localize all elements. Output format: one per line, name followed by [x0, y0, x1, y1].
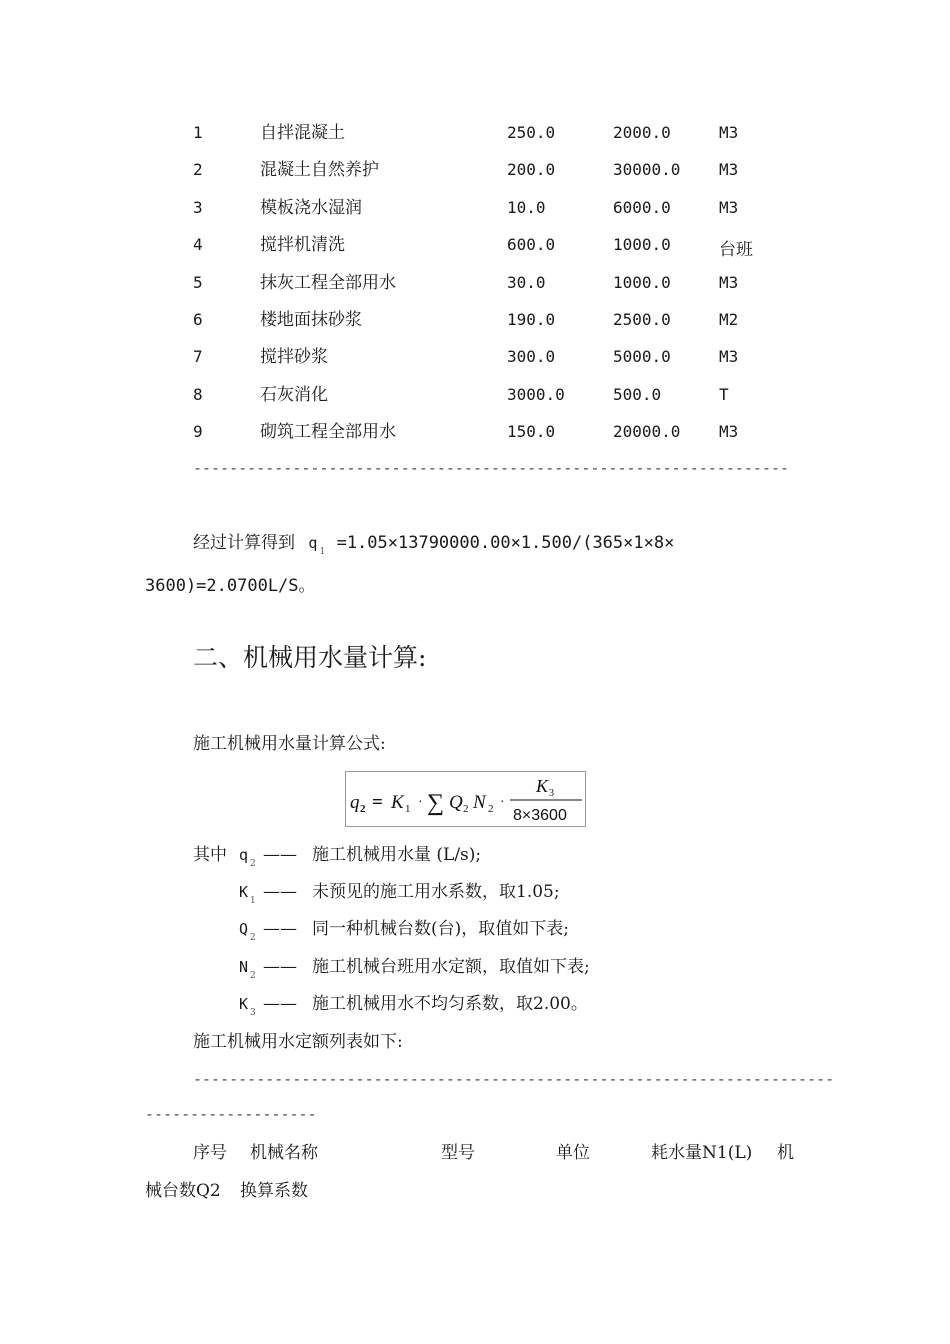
- svg-text:3: 3: [549, 788, 554, 799]
- table1-cell-unit: M3: [719, 422, 739, 442]
- header-factor: 换算系数: [240, 1181, 308, 1201]
- table1-cell-v2: 1000.0: [613, 272, 671, 292]
- result-var: q $_1$: [308, 534, 326, 557]
- table1-cell-no: 3: [193, 197, 203, 217]
- svg-text:1: 1: [405, 803, 411, 815]
- table1-cell-unit: M3: [719, 272, 739, 292]
- definition-dash: ——: [263, 956, 297, 977]
- table1-cell-v2: 5000.0: [613, 347, 671, 367]
- header-no: 序号: [193, 1143, 227, 1163]
- result-line-2: 3600)=2.0700L/S。: [145, 576, 316, 596]
- definition-dash: ——: [263, 993, 297, 1014]
- definition-dash: ——: [263, 845, 297, 865]
- table1-cell-v1: 10.0: [507, 197, 546, 217]
- machine-table-intro: 施工机械用水定额列表如下:: [193, 1032, 403, 1052]
- table1-cell-no: 7: [193, 347, 203, 367]
- table1-cell-name: 模板浇水湿润: [260, 197, 362, 218]
- formula-intro: 施工机械用水量计算公式:: [193, 734, 386, 754]
- svg-text:·: ·: [500, 795, 505, 810]
- table1-cell-unit: M3: [719, 160, 739, 180]
- table1-cell-no: 9: [193, 422, 203, 442]
- table1-cell-v2: 6000.0: [613, 197, 671, 217]
- table1-cell-v2: 2000.0: [613, 123, 671, 142]
- definition-symbol: Q $_2$: [239, 920, 256, 944]
- formula-image: [345, 771, 586, 827]
- table1-cell-v2: 20000.0: [613, 422, 681, 442]
- table1-cell-v2: 1000.0: [613, 235, 671, 255]
- definition-text: 施工机械用水不均匀系数，取2.00。: [312, 993, 588, 1014]
- svg-text:·: ·: [418, 795, 423, 810]
- table1-cell-unit: M3: [719, 197, 739, 217]
- table1-cell-v2: 500.0: [613, 384, 662, 404]
- svg-text:K: K: [391, 792, 404, 813]
- table1-separator: ------------------------------------------------------------------: [193, 459, 790, 477]
- svg-text:N: N: [473, 792, 486, 813]
- svg-text:K: K: [536, 776, 549, 796]
- table1-cell-unit: M2: [719, 310, 739, 329]
- definition-symbol: N $_2$: [239, 957, 256, 981]
- formula-graphic: [346, 772, 585, 826]
- svg-text:2: 2: [488, 803, 494, 815]
- svg-text:Q: Q: [449, 792, 463, 813]
- definition-dash: ——: [263, 882, 297, 903]
- table1-cell-unit: M3: [719, 123, 739, 142]
- table1-cell-unit: T: [719, 384, 729, 404]
- table1-cell-name: 楼地面抹砂浆: [260, 310, 362, 330]
- table1-cell-no: 2: [193, 160, 203, 180]
- svg-text:2: 2: [463, 803, 469, 815]
- table1-cell-no: 6: [193, 310, 203, 329]
- header-count-end: 械台数Q2: [145, 1181, 221, 1201]
- table1-cell-v1: 300.0: [507, 347, 556, 367]
- machine-table-separator-1: -----------------------------------------------------------------------: [193, 1070, 835, 1088]
- result-line-1: [193, 533, 674, 556]
- definition-symbol: K $_3$: [239, 994, 256, 1018]
- table1-cell-v1: 190.0: [507, 310, 556, 329]
- result-expression: =1.05×13790000.00×1.500/(365×1×8×: [336, 533, 675, 553]
- table1-cell-v2: 2500.0: [613, 310, 671, 329]
- definition-text: 施工机械台班用水定额，取值如下表;: [312, 956, 590, 977]
- table1-cell-v1: 3000.0: [507, 384, 565, 404]
- table1-cell-name: 搅拌机清洗: [260, 235, 345, 256]
- table1-cell-unit: M3: [719, 347, 739, 367]
- definition-text: 施工机械用水量 (L/s);: [312, 845, 482, 865]
- table1-cell-name: 石灰消化: [260, 384, 328, 405]
- table1-cell-name: 自拌混凝土: [260, 123, 345, 143]
- table1-cell-no: 4: [193, 235, 203, 255]
- table1-cell-no: 1: [193, 123, 203, 142]
- result-prefix: 经过计算得到: [193, 533, 295, 553]
- definition-text: 未预见的施工用水系数，取1.05;: [312, 882, 560, 903]
- section-title: 二、机械用水量计算:: [193, 643, 427, 672]
- table1-cell-v1: 600.0: [507, 235, 556, 255]
- svg-text:q: q: [350, 792, 360, 813]
- definition-text: 同一种机械台数(台)，取值如下表;: [312, 919, 569, 940]
- definition-symbol: K $_1$: [239, 883, 256, 907]
- header-count-start: 机: [777, 1143, 794, 1163]
- svg-text:∑: ∑: [427, 790, 445, 816]
- table1-cell-no: 5: [193, 272, 203, 292]
- header-model: 型号: [441, 1143, 475, 1163]
- table1-cell-name: 抹灰工程全部用水: [260, 272, 396, 293]
- definition-symbol: q $_2$: [239, 846, 256, 869]
- machine-table-separator-2: -------------------: [145, 1105, 317, 1123]
- table1-cell-no: 8: [193, 384, 203, 404]
- table1-cell-unit: 台班: [719, 240, 753, 261]
- table1-cell-v1: 30.0: [507, 272, 546, 292]
- definition-lead: 其中: [193, 845, 227, 865]
- table1-cell-v1: 150.0: [507, 422, 556, 442]
- table1-cell-v1: 250.0: [507, 123, 556, 142]
- header-name: 机械名称: [250, 1143, 318, 1163]
- header-unit: 单位: [556, 1143, 590, 1163]
- table1-cell-name: 搅拌砂浆: [260, 347, 328, 368]
- header-consumption: 耗水量N1(L): [651, 1143, 753, 1163]
- table1-cell-v1: 200.0: [507, 160, 556, 180]
- svg-text:2: 2: [360, 803, 366, 815]
- table1-cell-v2: 30000.0: [613, 160, 681, 180]
- definition-dash: ——: [263, 919, 297, 940]
- svg-text:=: =: [372, 792, 383, 813]
- table1-cell-name: 砌筑工程全部用水: [260, 422, 396, 443]
- table1-cell-name: 混凝土自然养护: [260, 160, 379, 181]
- svg-text:8×3600: 8×3600: [513, 807, 567, 824]
